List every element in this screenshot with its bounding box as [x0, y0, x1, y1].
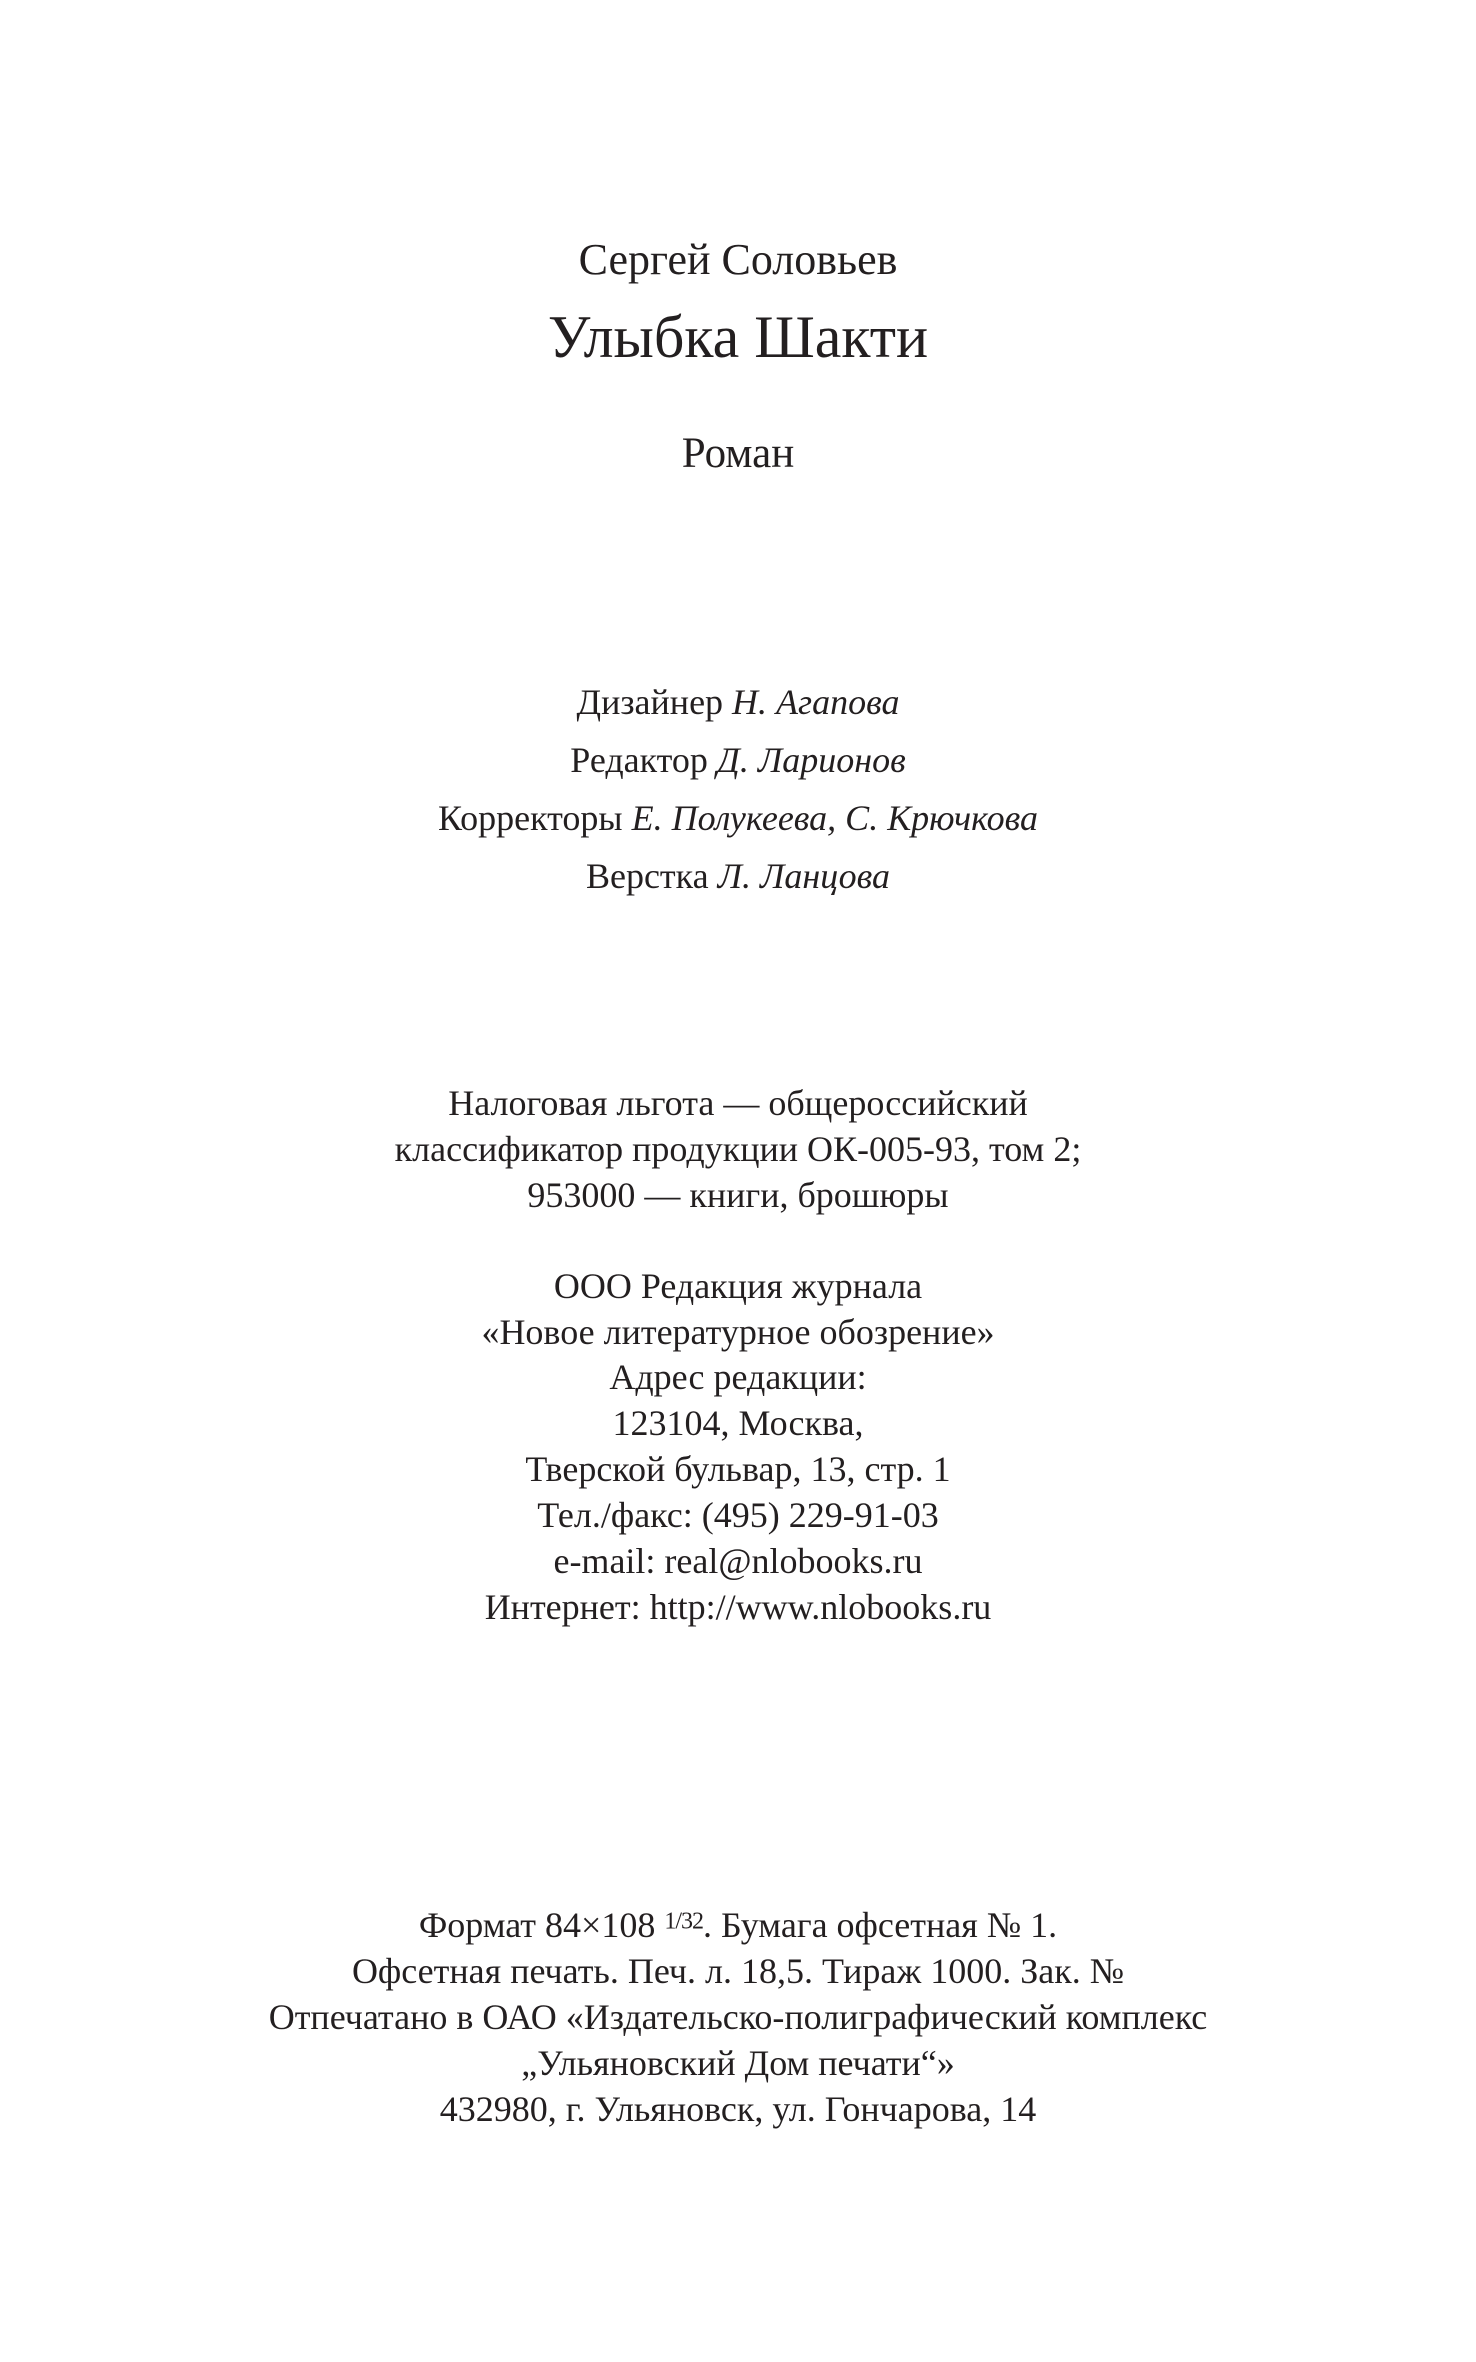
credit-role: Корректоры	[437, 798, 623, 838]
imprint-format	[0, 1907, 1476, 1943]
credit-person: Н. Агапова	[732, 682, 900, 722]
tax-line: классификатор продукции ОК-005-93, том 2;	[394, 1129, 1082, 1169]
imprint-printer-address: 432980, г. Ульяновск, ул. Гончарова, 14	[439, 2089, 1037, 2129]
credit-role: Дизайнер	[576, 682, 724, 722]
imprint-printer-name: „Ульяновский Дом печати“»	[521, 2043, 955, 2083]
tax-line: Налоговая льгота — общероссийский	[448, 1083, 1028, 1123]
imprint-print-info: Офсетная печать. Печ. л. 18,5. Тираж 1000. Зак. №	[351, 1951, 1125, 1991]
credit-role: Редактор	[570, 740, 708, 780]
publisher-address-label: Адрес редакции:	[609, 1357, 867, 1397]
credit-layout	[0, 858, 1476, 894]
imprint-printer: Отпечатано в ОАО «Издательско-полиграфический комплекс	[268, 1997, 1208, 2037]
publisher-name: ООО Редакция журнала	[553, 1266, 923, 1306]
tax-line: 953000 — книги, брошюры	[527, 1175, 949, 1215]
publisher-street: Тверской бульвар, 13, стр. 1	[525, 1449, 951, 1489]
format-fraction: 1/32	[664, 1908, 703, 1935]
credit-person: Е. Полукеева, С. Крючкова	[631, 798, 1039, 838]
credit-person: Л. Ланцова	[717, 856, 891, 896]
credit-role: Верстка	[585, 856, 718, 896]
format-suffix: . Бумага офсетная № 1.	[703, 1905, 1058, 1945]
book-genre: Роман	[681, 430, 795, 477]
credit-editor	[0, 742, 1476, 778]
publisher-phone: Тел./факс: (495) 229-91-03	[537, 1495, 939, 1535]
publisher-email: e-mail: real@nlobooks.ru	[553, 1541, 923, 1581]
credit-proofreaders	[0, 800, 1476, 836]
credit-person: Д. Ларионов	[716, 740, 906, 780]
book-author: Сергей Соловьев	[578, 235, 898, 284]
publisher-city: 123104, Москва,	[612, 1403, 864, 1443]
publisher-website: Интернет: http://www.nlobooks.ru	[484, 1587, 992, 1627]
credit-designer	[0, 684, 1476, 720]
format-prefix: Формат 84×108	[418, 1905, 665, 1945]
publisher-journal: «Новое литературное обозрение»	[481, 1312, 995, 1352]
book-title: Улыбка Шакти	[547, 304, 929, 370]
